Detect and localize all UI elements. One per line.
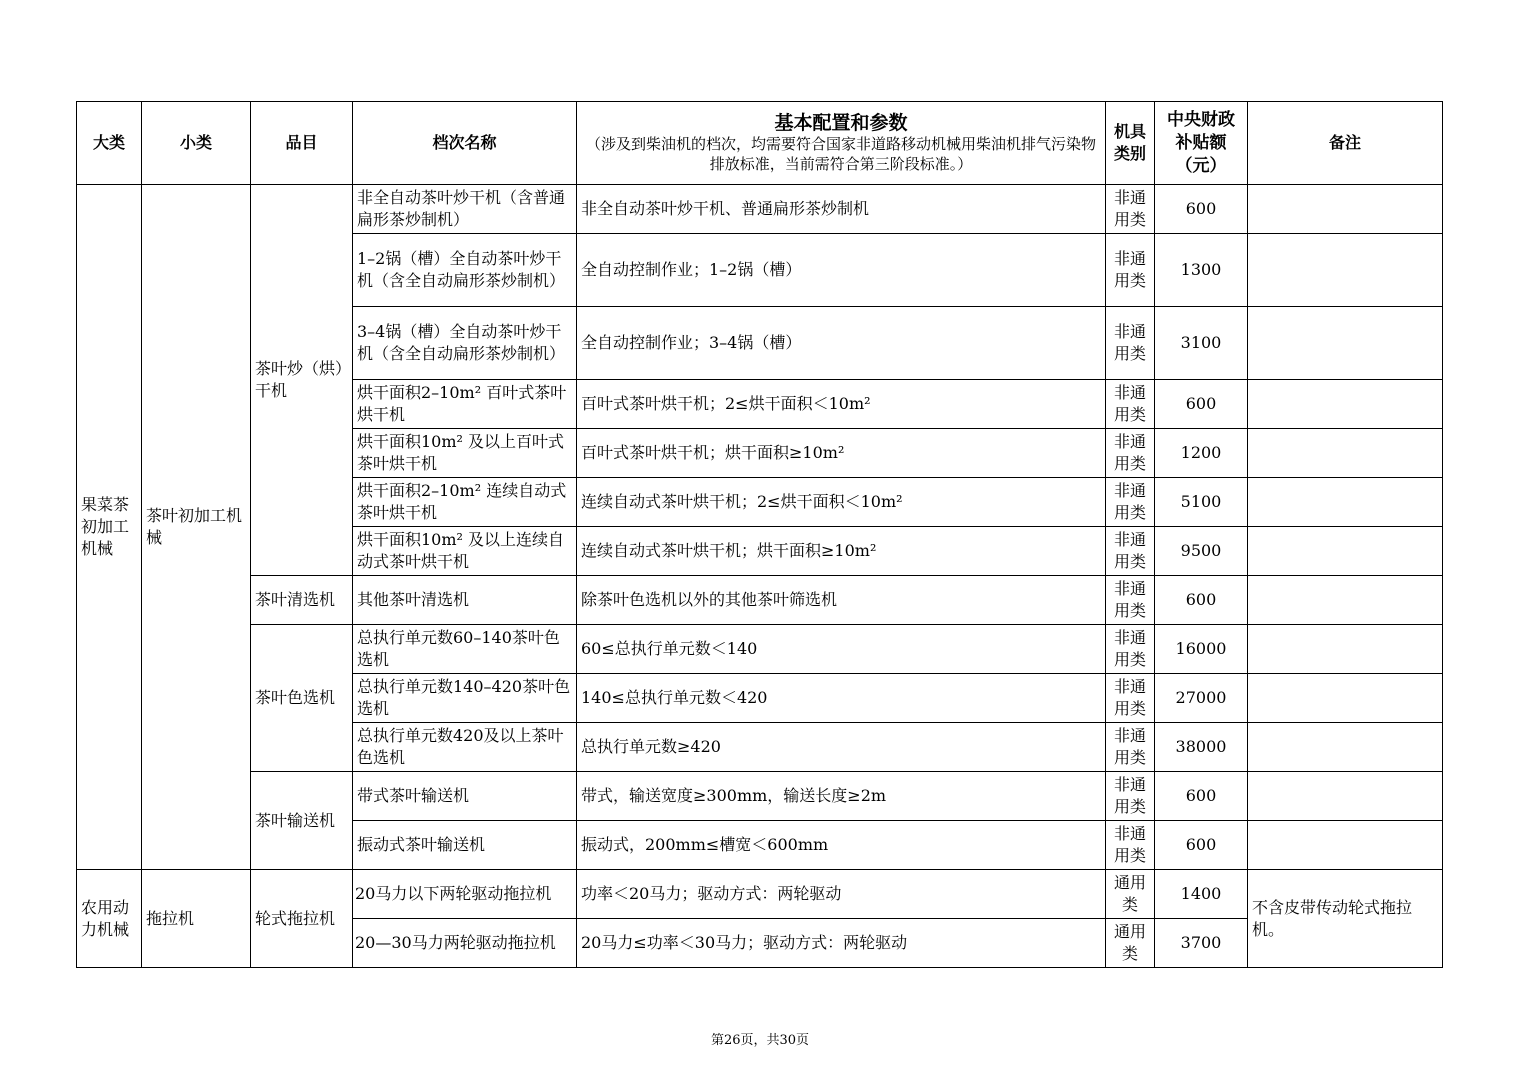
subsidy-cell: 600 xyxy=(1155,185,1248,234)
subsidy-cell: 600 xyxy=(1155,821,1248,870)
subsidy-cell: 5100 xyxy=(1155,478,1248,527)
item-cell: 茶叶炒（烘）干机 xyxy=(251,185,353,576)
remark-cell xyxy=(1248,307,1443,380)
config-cell: 带式，输送宽度≥300mm，输送长度≥2m xyxy=(577,772,1106,821)
category-cell: 非通用类 xyxy=(1106,674,1155,723)
item-cell: 茶叶色选机 xyxy=(251,625,353,772)
category-cell: 非通用类 xyxy=(1106,429,1155,478)
subsidy-cell: 600 xyxy=(1155,772,1248,821)
item-cell: 茶叶输送机 xyxy=(251,772,353,870)
group-major-cell: 农用动力机械 xyxy=(77,870,142,968)
grade-cell: 20马力以下两轮驱动拖拉机 xyxy=(353,870,577,919)
remark-cell xyxy=(1248,380,1443,429)
remark-cell xyxy=(1248,625,1443,674)
subsidy-cell: 3700 xyxy=(1155,919,1248,968)
grade-cell: 烘干面积2–10m² 连续自动式茶叶烘干机 xyxy=(353,478,577,527)
category-cell: 非通用类 xyxy=(1106,625,1155,674)
table-row xyxy=(77,185,1443,234)
grade-cell: 总执行单元数420及以上茶叶色选机 xyxy=(353,723,577,772)
group-major-cell: 果菜茶初加工机械 xyxy=(77,185,142,870)
config-cell: 百叶式茶叶烘干机；烘干面积≥10m² xyxy=(577,429,1106,478)
config-cell: 振动式，200mm≤槽宽＜600mm xyxy=(577,821,1106,870)
grade-cell: 非全自动茶叶炒干机（含普通扁形茶炒制机） xyxy=(353,185,577,234)
group-minor-cell: 拖拉机 xyxy=(142,870,251,968)
header-item: 品目 xyxy=(251,102,353,185)
remark-cell xyxy=(1248,772,1443,821)
subsidy-cell: 1200 xyxy=(1155,429,1248,478)
category-cell: 非通用类 xyxy=(1106,478,1155,527)
item-cell: 轮式拖拉机 xyxy=(251,870,353,968)
config-cell: 20马力≤功率＜30马力；驱动方式：两轮驱动 xyxy=(577,919,1106,968)
header-grade: 档次名称 xyxy=(353,102,577,185)
category-cell: 非通用类 xyxy=(1106,380,1155,429)
header-minor: 小类 xyxy=(142,102,251,185)
grade-cell: 烘干面积2–10m² 百叶式茶叶烘干机 xyxy=(353,380,577,429)
category-cell: 非通用类 xyxy=(1106,307,1155,380)
header-config xyxy=(577,102,1106,185)
header-remark: 备注 xyxy=(1248,102,1443,185)
page-number: 第26页，共30页 xyxy=(710,1033,810,1048)
grade-cell: 总执行单元数60–140茶叶色选机 xyxy=(353,625,577,674)
category-cell: 非通用类 xyxy=(1106,527,1155,576)
subsidy-cell: 16000 xyxy=(1155,625,1248,674)
category-cell: 通用类 xyxy=(1106,870,1155,919)
remark-cell xyxy=(1248,478,1443,527)
grade-cell: 烘干面积10m² 及以上连续自动式茶叶烘干机 xyxy=(353,527,577,576)
config-cell: 60≤总执行单元数＜140 xyxy=(577,625,1106,674)
remark-cell xyxy=(1248,527,1443,576)
category-cell: 非通用类 xyxy=(1106,772,1155,821)
config-cell: 连续自动式茶叶烘干机；烘干面积≥10m² xyxy=(577,527,1106,576)
grade-cell: 振动式茶叶输送机 xyxy=(353,821,577,870)
remark-cell xyxy=(1248,576,1443,625)
category-cell: 非通用类 xyxy=(1106,723,1155,772)
subsidy-cell: 1300 xyxy=(1155,234,1248,307)
config-cell: 总执行单元数≥420 xyxy=(577,723,1106,772)
category-cell: 非通用类 xyxy=(1106,821,1155,870)
header-row xyxy=(77,102,1443,185)
header-config-note: （涉及到柴油机的档次，均需要符合国家非道路移动机械用柴油机排气污染物排放标准，当前需符合第三阶段标准。） xyxy=(585,135,1096,173)
subsidy-cell: 3100 xyxy=(1155,307,1248,380)
header-category: 机具类别 xyxy=(1106,102,1155,185)
category-cell: 非通用类 xyxy=(1106,234,1155,307)
config-cell: 140≤总执行单元数＜420 xyxy=(577,674,1106,723)
grade-cell: 烘干面积10m² 及以上百叶式茶叶烘干机 xyxy=(353,429,577,478)
group-minor-cell: 茶叶初加工机械 xyxy=(142,185,251,870)
table-row xyxy=(77,576,1443,625)
config-cell: 连续自动式茶叶烘干机；2≤烘干面积＜10m² xyxy=(577,478,1106,527)
subsidy-cell: 600 xyxy=(1155,576,1248,625)
remark-cell xyxy=(1248,429,1443,478)
category-cell: 非通用类 xyxy=(1106,576,1155,625)
remark-cell xyxy=(1248,185,1443,234)
subsidy-cell: 1400 xyxy=(1155,870,1248,919)
table-row xyxy=(77,625,1443,674)
config-cell: 功率＜20马力；驱动方式：两轮驱动 xyxy=(577,870,1106,919)
grade-cell: 20—30马力两轮驱动拖拉机 xyxy=(353,919,577,968)
config-cell: 百叶式茶叶烘干机；2≤烘干面积＜10m² xyxy=(577,380,1106,429)
header-config-title: 基本配置和参数 xyxy=(774,112,908,134)
grade-cell: 1–2锅（槽）全自动茶叶炒干机（含全自动扁形茶炒制机） xyxy=(353,234,577,307)
table-row xyxy=(77,772,1443,821)
remark-cell: 不含皮带传动轮式拖拉机。 xyxy=(1248,870,1443,968)
grade-cell: 其他茶叶清选机 xyxy=(353,576,577,625)
subsidy-cell: 27000 xyxy=(1155,674,1248,723)
table-row xyxy=(77,870,1443,919)
remark-cell xyxy=(1248,234,1443,307)
header-subsidy: 中央财政补贴额（元） xyxy=(1155,102,1248,185)
subsidy-cell: 600 xyxy=(1155,380,1248,429)
remark-cell xyxy=(1248,821,1443,870)
grade-cell: 3–4锅（槽）全自动茶叶炒干机（含全自动扁形茶炒制机） xyxy=(353,307,577,380)
category-cell: 非通用类 xyxy=(1106,185,1155,234)
subsidy-table xyxy=(76,101,1443,968)
header-major: 大类 xyxy=(77,102,142,185)
grade-cell: 总执行单元数140–420茶叶色选机 xyxy=(353,674,577,723)
config-cell: 非全自动茶叶炒干机、普通扁形茶炒制机 xyxy=(577,185,1106,234)
remark-cell xyxy=(1248,723,1443,772)
item-cell: 茶叶清选机 xyxy=(251,576,353,625)
subsidy-cell: 38000 xyxy=(1155,723,1248,772)
config-cell: 全自动控制作业；3–4锅（槽） xyxy=(577,307,1106,380)
grade-cell: 带式茶叶输送机 xyxy=(353,772,577,821)
remark-cell xyxy=(1248,674,1443,723)
config-cell: 全自动控制作业；1–2锅（槽） xyxy=(577,234,1106,307)
subsidy-cell: 9500 xyxy=(1155,527,1248,576)
category-cell: 通用类 xyxy=(1106,919,1155,968)
config-cell: 除茶叶色选机以外的其他茶叶筛选机 xyxy=(577,576,1106,625)
